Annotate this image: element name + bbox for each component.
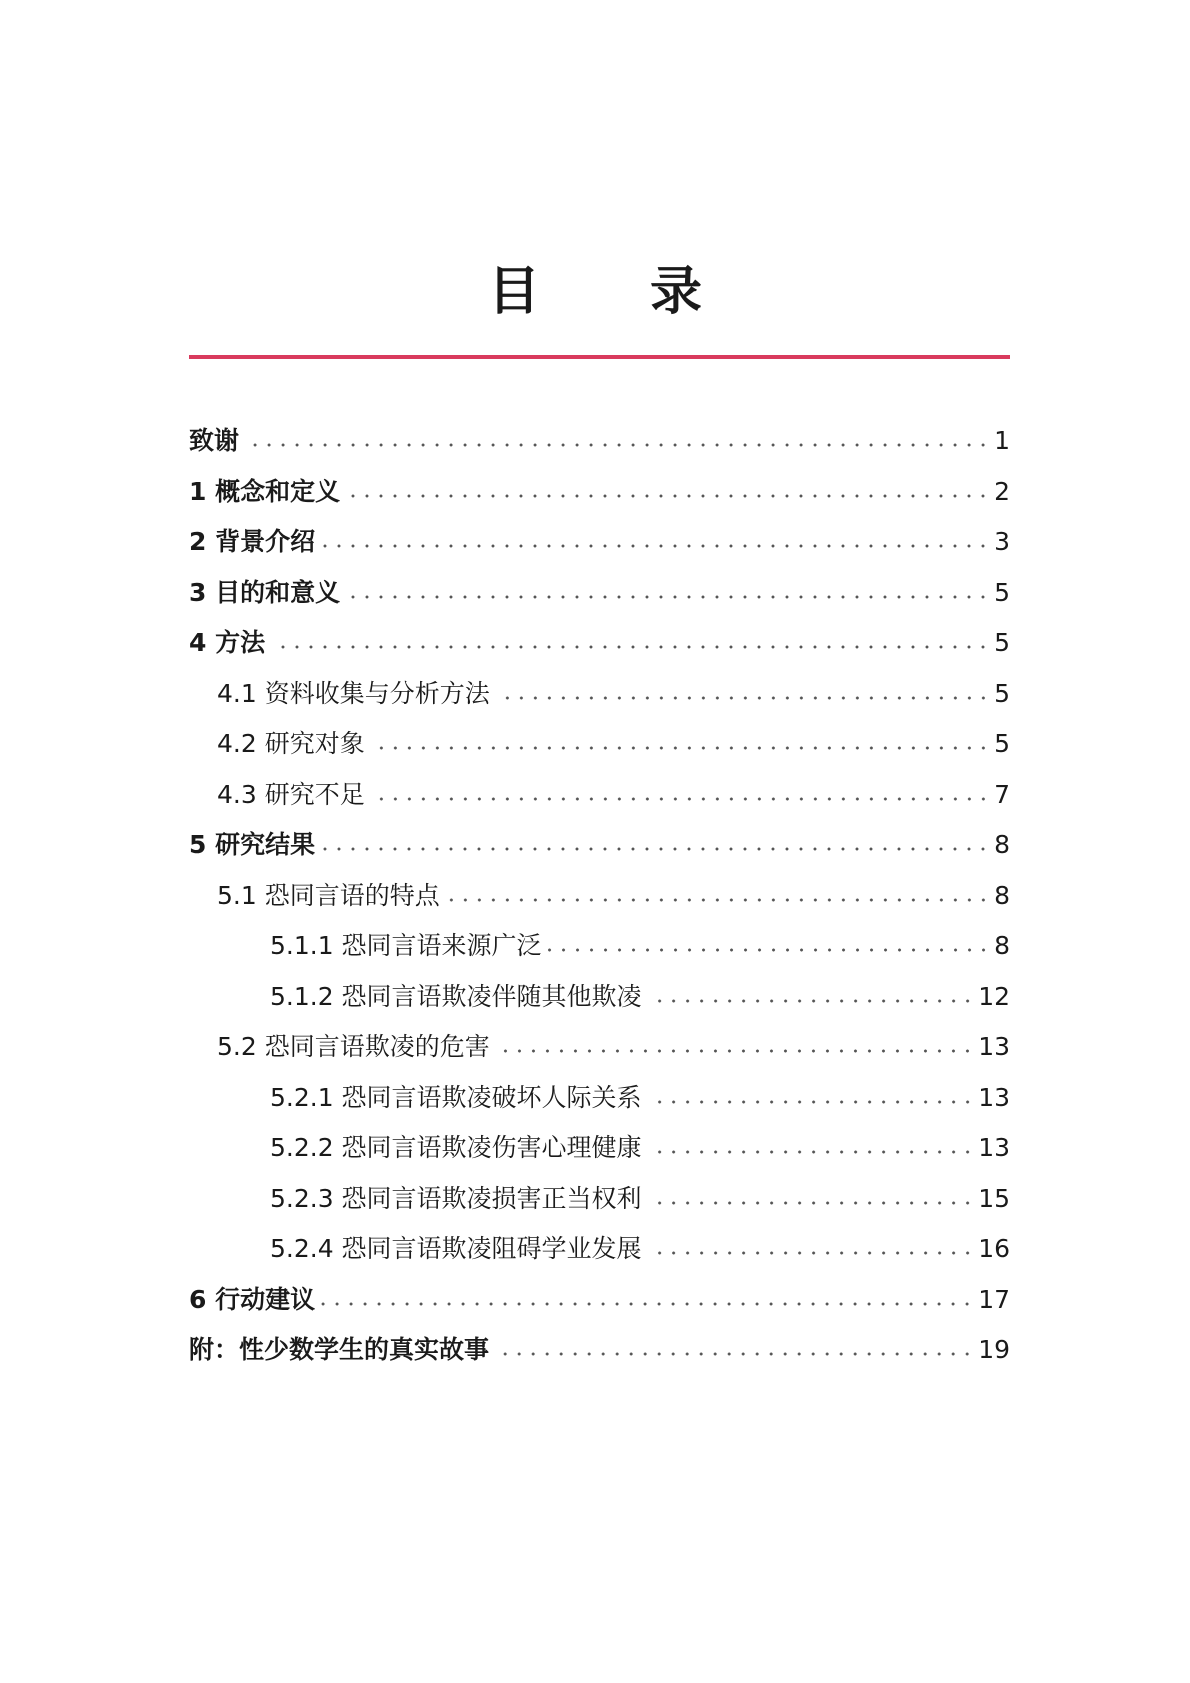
- toc-entry-label: 5.2 恐同言语欺凌的危害: [217, 1032, 490, 1061]
- toc-entry-mental-health[interactable]: [189, 1123, 1010, 1174]
- toc-entry-academics[interactable]: [189, 1224, 1010, 1275]
- dot-leader: [648, 999, 975, 1003]
- toc-entry-label: 4.1 资料收集与分析方法: [217, 678, 490, 708]
- dot-leader: [648, 1150, 975, 1154]
- toc-entry-page: 7: [994, 779, 1010, 809]
- toc-entry-page: 5: [994, 678, 1010, 708]
- table-of-contents: [189, 416, 1010, 1376]
- toc-entry-page: 3: [994, 527, 1010, 556]
- toc-entry-page: 1: [994, 426, 1010, 455]
- toc-entry-page: 5: [994, 577, 1010, 607]
- dot-leader: [548, 948, 991, 952]
- toc-entry-label: 5.1.1 恐同言语来源广泛: [270, 931, 542, 960]
- toc-entry-page: 12: [978, 981, 1010, 1011]
- dot-leader: [648, 1251, 975, 1255]
- toc-entry-label: 2 背景介绍: [189, 527, 316, 556]
- toc-entry-harms[interactable]: [189, 1022, 1010, 1073]
- dot-leader: [321, 847, 990, 851]
- toc-entry-page: 15: [978, 1183, 1010, 1213]
- toc-entry-label: 附：性少数学生的真实故事: [189, 1335, 490, 1364]
- toc-entry-accompanying-bullying[interactable]: [189, 972, 1010, 1023]
- toc-entry-appendix-stories[interactable]: [189, 1325, 1010, 1376]
- dot-leader: [648, 1201, 975, 1205]
- toc-entry-label: 1 概念和定义: [189, 476, 341, 506]
- toc-entry-data-collection[interactable]: [189, 669, 1010, 720]
- toc-entry-rights[interactable]: [189, 1174, 1010, 1225]
- toc-entry-limitations[interactable]: [189, 770, 1010, 821]
- toc-entry-label: 5.2.2 恐同言语欺凌伤害心理健康: [270, 1133, 642, 1162]
- toc-entry-label: 致谢: [189, 426, 240, 455]
- toc-entry-concepts[interactable]: [189, 467, 1010, 518]
- toc-entry-page: 19: [978, 1335, 1010, 1364]
- toc-entry-background[interactable]: [189, 517, 1010, 568]
- toc-entry-page: 13: [978, 1082, 1010, 1112]
- title-divider: [189, 355, 1010, 359]
- dot-leader: [496, 696, 990, 700]
- dot-leader: [496, 1049, 974, 1053]
- toc-entry-methods[interactable]: [189, 618, 1010, 669]
- dot-leader: [495, 1352, 974, 1356]
- toc-entry-results[interactable]: [189, 820, 1010, 871]
- toc-entry-label: 5.2.3 恐同言语欺凌损害正当权利: [270, 1183, 642, 1213]
- toc-entry-label: 4.2 研究对象: [217, 729, 365, 758]
- toc-entry-label: 5.1 恐同言语的特点: [217, 880, 440, 910]
- toc-entry-recommendations[interactable]: [189, 1275, 1010, 1326]
- dot-leader: [271, 645, 990, 649]
- toc-entry-label: 5 研究结果: [189, 830, 316, 859]
- toc-entry-label: 4.3 研究不足: [217, 779, 365, 809]
- toc-entry-page: 16: [978, 1234, 1010, 1263]
- toc-entry-page: 8: [994, 880, 1010, 910]
- page-title: 目 录: [487, 261, 749, 322]
- toc-entry-page: 17: [978, 1284, 1010, 1314]
- dot-leader: [346, 494, 990, 498]
- dot-leader: [321, 1302, 974, 1306]
- toc-entry-page: 5: [994, 628, 1010, 657]
- dot-leader: [371, 746, 990, 750]
- toc-entry-characteristics[interactable]: [189, 871, 1010, 922]
- toc-entry-label: 5.1.2 恐同言语欺凌伴随其他欺凌: [270, 981, 642, 1011]
- toc-entry-subjects[interactable]: [189, 719, 1010, 770]
- toc-entry-label: 4 方法: [189, 628, 266, 657]
- dot-leader: [648, 1100, 975, 1104]
- toc-entry-label: 5.2.1 恐同言语欺凌破坏人际关系: [270, 1082, 642, 1112]
- toc-entry-sources[interactable]: [189, 921, 1010, 972]
- toc-entry-page: 13: [978, 1032, 1010, 1061]
- dot-leader: [371, 797, 990, 801]
- toc-entry-page: 8: [994, 931, 1010, 960]
- toc-entry-page: 8: [994, 830, 1010, 859]
- dot-leader: [245, 443, 990, 447]
- toc-entry-page: 5: [994, 729, 1010, 758]
- toc-entry-relationships[interactable]: [189, 1073, 1010, 1124]
- toc-entry-acknowledgements[interactable]: [189, 416, 1010, 467]
- toc-entry-page: 13: [978, 1133, 1010, 1162]
- toc-entry-label: 6 行动建议: [189, 1284, 316, 1314]
- toc-entry-purpose[interactable]: [189, 568, 1010, 619]
- dot-leader: [446, 898, 990, 902]
- toc-entry-label: 3 目的和意义: [189, 577, 341, 607]
- dot-leader: [321, 544, 990, 548]
- dot-leader: [346, 595, 990, 599]
- toc-entry-label: 5.2.4 恐同言语欺凌阻碍学业发展: [270, 1234, 642, 1263]
- toc-entry-page: 2: [994, 476, 1010, 506]
